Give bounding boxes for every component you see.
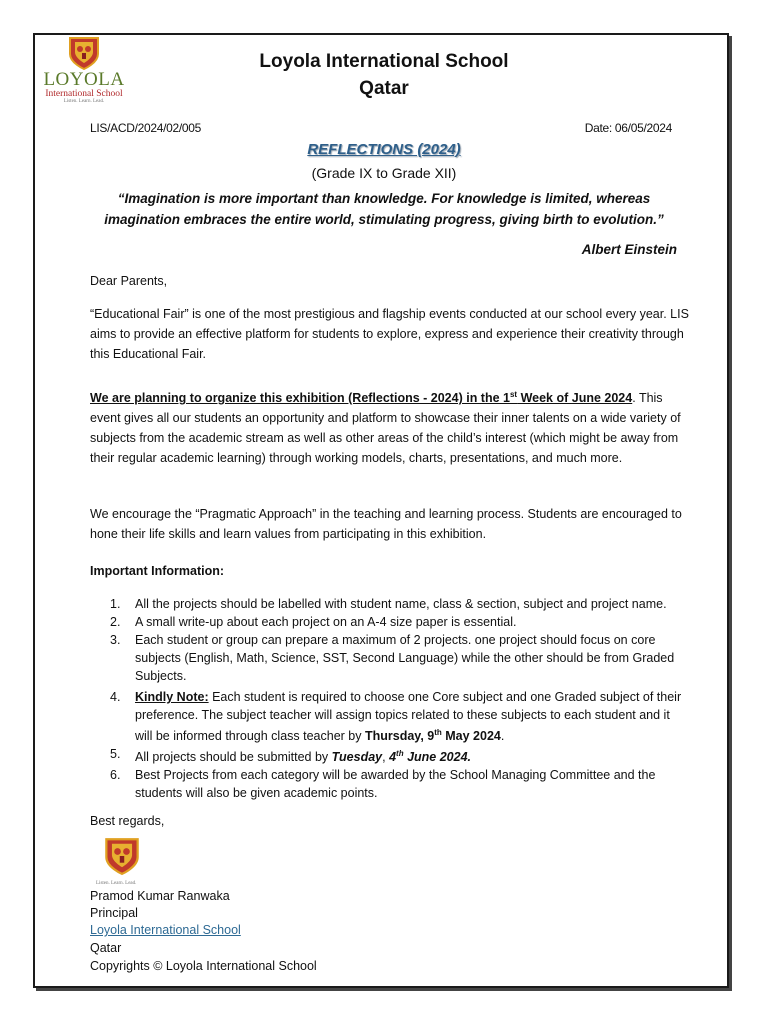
grade-range: (Grade IX to Grade XII) (311, 165, 457, 181)
logo-word: LOYOLA (43, 69, 125, 90)
paragraph-exhibition: We are planning to organize this exhibition (Reflections - 2024) in the 1st Week of June 2024. This event gives all our students an opportunity and platform to showcase their inner talents on a wide variety of subjects from the academic stream as well as other areas of the child’s interest (which might be away from their regular academic learning) through working models, charts, presentations, and much more. (90, 390, 681, 466)
school-name: Loyola International School (259, 51, 509, 72)
quote-line-2: imagination embraces the entire world, stimulating progress, giving birth to evolution.” (104, 212, 664, 227)
list-item: 1. All the projects should be labelled with student name, class & section, subject and project name. (110, 597, 667, 611)
logo-tagline: Listen. Learn. Lead. (63, 99, 105, 104)
school-city: Qatar (359, 78, 409, 99)
list-item: 4. Kindly Note: Each student is required to choose one Core subject and one Graded subject of their preference. The subject teacher will assign topics related to these subjects to each student and it will be informed through class teacher by Thursday, 9th May 2024. (110, 690, 682, 744)
exhibition-announcement: We are planning to organize this exhibition (Reflections - 2024) in the 1st Week of June 2024 (90, 390, 633, 406)
reference-number: LIS/ACD/2024/02/005 (90, 121, 202, 135)
quote-line-1: “Imagination is more important than knowledge. For knowledge is limited, whereas (117, 191, 651, 206)
list-item: 6. Best Projects from each category will be awarded by the School Managing Committee and the students will also be given academic points. (110, 768, 656, 801)
info-heading: Important Information: (90, 564, 225, 578)
signature-tagline: Listen. Learn. Lead. (96, 881, 137, 886)
quote (90, 188, 678, 230)
logo-subtitle: International School (45, 89, 123, 99)
closing-city: Qatar (90, 941, 122, 955)
kindly-note-label: Kindly Note: (135, 690, 209, 704)
school-link[interactable]: Loyola International School (90, 923, 241, 937)
principal-title: Principal (90, 906, 138, 920)
quote-author: Albert Einstein (581, 242, 677, 257)
salutation: Dear Parents, (90, 274, 168, 288)
info-list (90, 595, 690, 802)
copyright-notice: Copyrights © Loyola International School (90, 959, 317, 973)
list-item: 5. All projects should be submitted by Tuesday, 4th June 2024. (110, 747, 472, 765)
list-item: 2. A small write-up about each project on an A-4 size paper is essential. (110, 615, 517, 629)
letter-date: Date: 06/05/2024 (584, 121, 672, 135)
list-item: 3. Each student or group can prepare a maximum of 2 projects. one project should focus on core subjects (English, Math, Science, SST, Second Language) while the other should be from Graded Subjects. (110, 633, 675, 683)
signature-crest-icon (103, 836, 141, 876)
paragraph-pragmatic: We encourage the “Pragmatic Approach” in the teaching and learning process. Students are encouraged to hone their life skills and learn values from participating in this exhibition. (90, 507, 682, 541)
event-title: REFLECTIONS (2024) (307, 141, 461, 158)
closing-regards: Best regards, (90, 814, 165, 828)
paragraph-intro: “Educational Fair” is one of the most prestigious and flagship events conducted at our school every year. LIS aims to provide an effective platform for students to explore, express and experience their creativity through this Educational Fair. (90, 307, 689, 361)
principal-name: Pramod Kumar Ranwaka (90, 889, 230, 903)
